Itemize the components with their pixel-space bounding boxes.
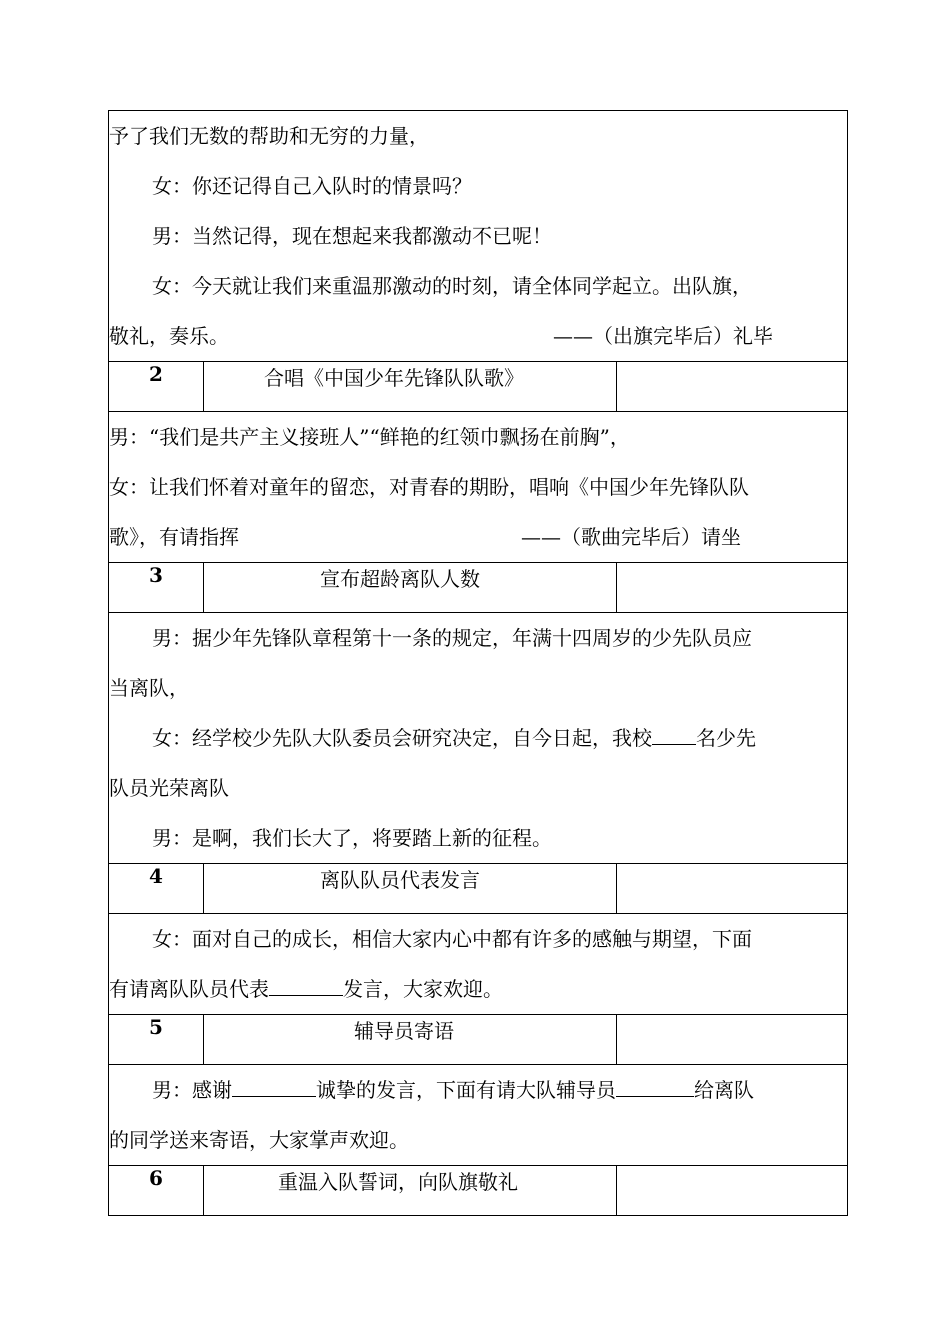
script-line: [109, 311, 847, 361]
program-item-row: [109, 1015, 848, 1065]
script-text: 歌》，有请指挥: [109, 525, 239, 549]
fill-in-blank: [616, 1074, 694, 1097]
script-block-5: [109, 1065, 848, 1166]
item-number: 5: [109, 1015, 204, 1065]
program-item-row: [109, 1166, 848, 1216]
script-text: 女：经学校少先队大队委员会研究决定，自今日起，我校: [152, 726, 652, 750]
script-line: [109, 512, 847, 562]
script-text: 给离队: [694, 1078, 754, 1102]
item-number: 4: [109, 864, 204, 914]
item-note-cell: [617, 1166, 848, 1216]
fill-in-blank: [652, 722, 696, 745]
item-title: 离队队员代表发言: [320, 868, 480, 892]
item-title: 重温入队誓词，向队旗敬礼: [278, 1170, 518, 1194]
program-table: [108, 110, 848, 1216]
item-note-cell: [617, 563, 848, 613]
script-block-4: [109, 914, 848, 1015]
script-block-1: [109, 111, 848, 362]
script-line: 男：“我们是共产主义接班人”“鲜艳的红领巾飘扬在前胸”，: [109, 425, 630, 449]
item-number: 2: [109, 362, 204, 412]
item-number: 6: [109, 1166, 204, 1216]
fill-in-blank: [232, 1074, 316, 1097]
item-note-cell: [617, 864, 848, 914]
script-line: 女：你还记得自己入队时的情景吗？: [152, 174, 472, 198]
script-text: 男：感谢: [152, 1078, 232, 1102]
item-note-cell: [617, 1015, 848, 1065]
script-text: 发言，大家欢迎。: [343, 977, 503, 1001]
script-line: 队员光荣离队: [109, 776, 229, 800]
fill-in-blank: [269, 973, 343, 996]
script-text: 有请离队队员代表: [109, 977, 269, 1001]
script-line: 女：让我们怀着对童年的留恋，对青春的期盼，唱响《中国少年先锋队队: [109, 475, 749, 499]
program-item-row: [109, 864, 848, 914]
program-item-row: [109, 563, 848, 613]
script-line: 当离队，: [109, 676, 189, 700]
script-text: 诚挚的发言，下面有请大队辅导员: [316, 1078, 616, 1102]
program-item-row: [109, 362, 848, 412]
item-note-cell: [617, 362, 848, 412]
script-line: [109, 964, 847, 1014]
script-line: 女：今天就让我们来重温那激动的时刻，请全体同学起立。出队旗，: [152, 274, 752, 298]
item-title: 宣布超龄离队人数: [320, 567, 480, 591]
item-title: 合唱《中国少年先锋队队歌》: [264, 366, 524, 390]
script-line: 男：是啊，我们长大了，将要踏上新的征程。: [152, 826, 552, 850]
script-line: [109, 1065, 847, 1115]
stage-direction: ——（出旗完毕后）礼毕: [553, 324, 773, 348]
script-line: 的同学送来寄语，大家掌声欢迎。: [109, 1128, 409, 1152]
item-title: 辅导员寄语: [354, 1019, 454, 1043]
script-line: 男：据少年先锋队章程第十一条的规定，年满十四周岁的少先队员应: [152, 626, 752, 650]
script-line: 男：当然记得，现在想起来我都激动不已呢！: [152, 224, 552, 248]
stage-direction: ——（歌曲完毕后）请坐: [521, 525, 741, 549]
script-line: 女：面对自己的成长，相信大家内心中都有许多的感触与期望，下面: [152, 927, 752, 951]
script-block-3: [109, 613, 848, 864]
script-text: 名少先: [696, 726, 756, 750]
script-block-2: [109, 412, 848, 563]
script-line: [109, 713, 847, 763]
script-line: 予了我们无数的帮助和无穷的力量，: [109, 124, 429, 148]
script-text: 敬礼，奏乐。: [109, 324, 229, 348]
item-number: 3: [109, 563, 204, 613]
